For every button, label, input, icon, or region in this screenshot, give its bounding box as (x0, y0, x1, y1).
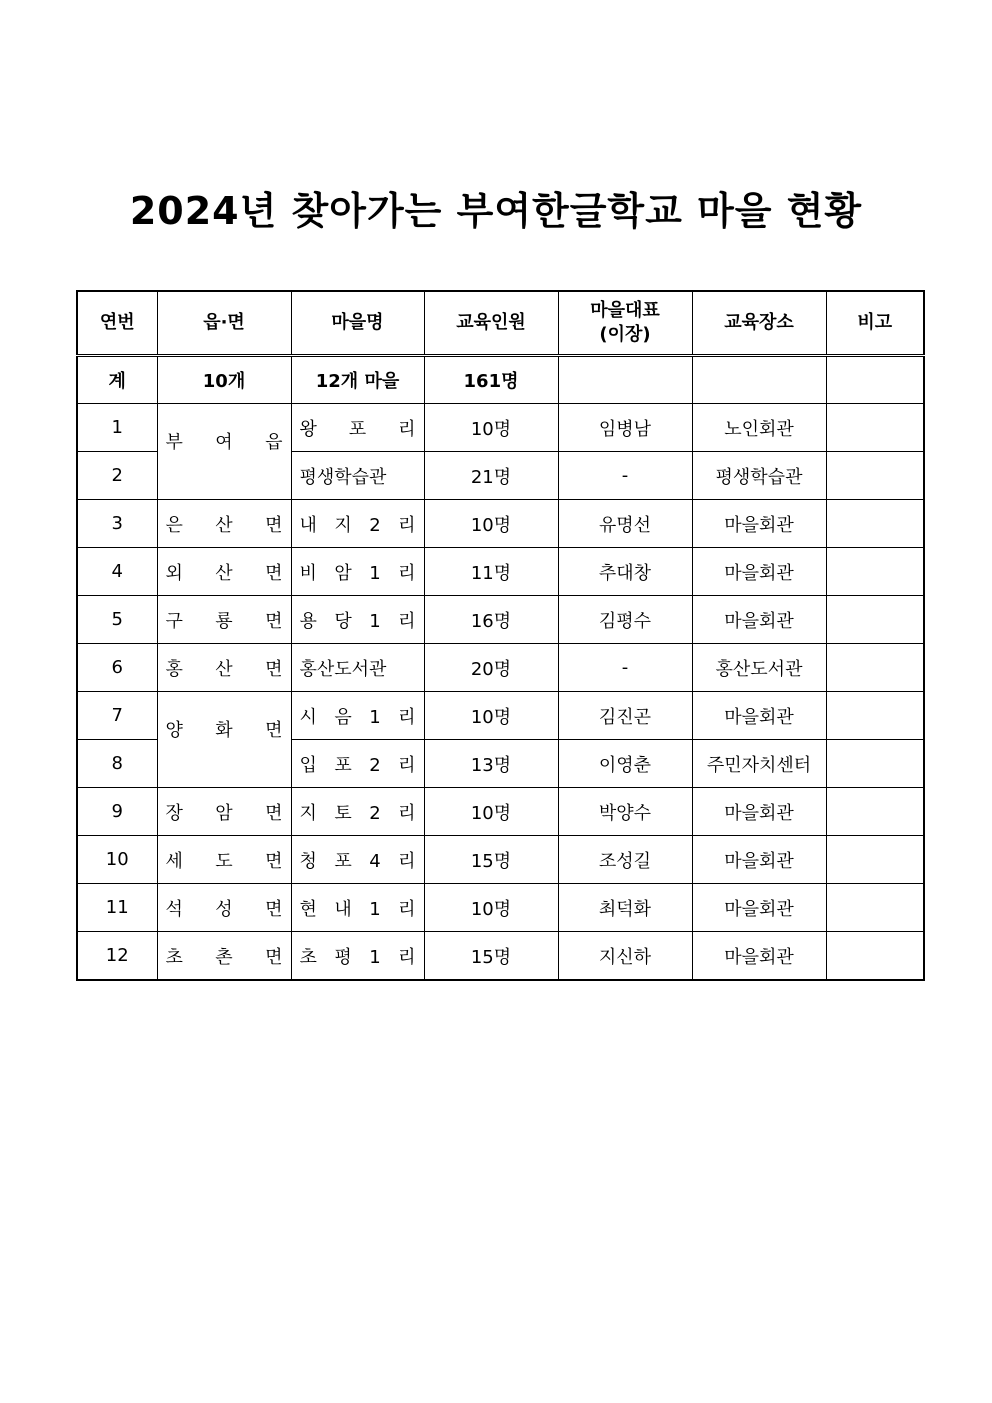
row-village: 초 평 1 리 (291, 932, 424, 981)
row-rep: 박양수 (558, 788, 692, 836)
page-title: 2024년 찾아가는 부여한글학교 마을 현황 (129, 189, 863, 233)
row-no: 7 (77, 692, 157, 740)
row-township: 석 성 면 (157, 884, 291, 932)
row-rep: 조성길 (558, 836, 692, 884)
row-trainees: 10명 (424, 884, 558, 932)
table-row (77, 548, 924, 596)
row-village: 시 음 1 리 (291, 692, 424, 740)
village-table (76, 290, 925, 981)
total-label: 계 (77, 356, 157, 404)
total-rep (558, 356, 692, 404)
row-rep: 추대창 (558, 548, 692, 596)
row-place: 마을회관 (692, 836, 826, 884)
row-trainees: 16명 (424, 596, 558, 644)
row-no: 9 (77, 788, 157, 836)
row-village: 평생학습관 (291, 452, 424, 500)
row-note (826, 836, 924, 884)
table-row (77, 596, 924, 644)
row-note (826, 884, 924, 932)
row-trainees: 10명 (424, 788, 558, 836)
row-no: 2 (77, 452, 157, 500)
header-trainees: 교육인원 (424, 291, 558, 356)
row-place: 마을회관 (692, 596, 826, 644)
header-no: 연번 (77, 291, 157, 356)
row-trainees: 15명 (424, 836, 558, 884)
header-place: 교육장소 (692, 291, 826, 356)
row-village: 현 내 1 리 (291, 884, 424, 932)
row-township: 은 산 면 (157, 500, 291, 548)
row-no: 10 (77, 836, 157, 884)
row-note (826, 596, 924, 644)
row-note (826, 548, 924, 596)
row-trainees: 21명 (424, 452, 558, 500)
total-row (77, 356, 924, 404)
row-place: 마을회관 (692, 932, 826, 981)
row-place: 마을회관 (692, 692, 826, 740)
row-rep: - (558, 452, 692, 500)
table-row (77, 500, 924, 548)
row-trainees: 20명 (424, 644, 558, 692)
row-place: 평생학습관 (692, 452, 826, 500)
row-place: 주민자치센터 (692, 740, 826, 788)
row-place: 마을회관 (692, 884, 826, 932)
row-rep: 김진곤 (558, 692, 692, 740)
row-rep: - (558, 644, 692, 692)
total-village: 12개 마을 (291, 356, 424, 404)
row-trainees: 10명 (424, 404, 558, 452)
total-trainees: 161명 (424, 356, 558, 404)
row-trainees: 10명 (424, 692, 558, 740)
row-rep: 최덕화 (558, 884, 692, 932)
row-township: 부 여 읍 (157, 404, 291, 500)
row-village: 홍산도서관 (291, 644, 424, 692)
total-place (692, 356, 826, 404)
table-row (77, 692, 924, 740)
total-township: 10개 (157, 356, 291, 404)
row-township: 세 도 면 (157, 836, 291, 884)
row-place: 마을회관 (692, 548, 826, 596)
table-row (77, 884, 924, 932)
table-row (77, 836, 924, 884)
row-rep: 이영춘 (558, 740, 692, 788)
row-township: 외 산 면 (157, 548, 291, 596)
row-note (826, 932, 924, 981)
row-no: 12 (77, 932, 157, 981)
header-township: 읍·면 (157, 291, 291, 356)
row-village: 지 토 2 리 (291, 788, 424, 836)
row-no: 4 (77, 548, 157, 596)
row-note (826, 692, 924, 740)
row-village: 청 포 4 리 (291, 836, 424, 884)
total-note (826, 356, 924, 404)
row-rep: 임병남 (558, 404, 692, 452)
row-township: 양 화 면 (157, 692, 291, 788)
row-trainees: 10명 (424, 500, 558, 548)
row-village: 용 당 1 리 (291, 596, 424, 644)
table-row (77, 644, 924, 692)
row-place: 홍산도서관 (692, 644, 826, 692)
row-township: 홍 산 면 (157, 644, 291, 692)
row-note (826, 404, 924, 452)
row-rep: 지신하 (558, 932, 692, 981)
row-no: 5 (77, 596, 157, 644)
header-village: 마을명 (291, 291, 424, 356)
row-no: 11 (77, 884, 157, 932)
row-no: 6 (77, 644, 157, 692)
table-row (77, 404, 924, 452)
row-note (826, 644, 924, 692)
row-place: 노인회관 (692, 404, 826, 452)
row-no: 1 (77, 404, 157, 452)
row-village: 왕 포 리 (291, 404, 424, 452)
row-note (826, 452, 924, 500)
header-rep: 마을대표 (이장) (558, 291, 692, 356)
row-rep: 김평수 (558, 596, 692, 644)
row-rep: 유명선 (558, 500, 692, 548)
row-village: 내 지 2 리 (291, 500, 424, 548)
row-township: 장 암 면 (157, 788, 291, 836)
row-township: 구 룡 면 (157, 596, 291, 644)
row-no: 3 (77, 500, 157, 548)
header-note: 비고 (826, 291, 924, 356)
row-note (826, 788, 924, 836)
row-village: 입 포 2 리 (291, 740, 424, 788)
row-place: 마을회관 (692, 500, 826, 548)
row-trainees: 15명 (424, 932, 558, 981)
row-trainees: 11명 (424, 548, 558, 596)
header-row (77, 291, 924, 356)
row-township: 초 촌 면 (157, 932, 291, 981)
table-row (77, 788, 924, 836)
row-place: 마을회관 (692, 788, 826, 836)
row-village: 비 암 1 리 (291, 548, 424, 596)
table-row (77, 932, 924, 981)
row-no: 8 (77, 740, 157, 788)
row-trainees: 13명 (424, 740, 558, 788)
row-note (826, 500, 924, 548)
row-note (826, 740, 924, 788)
